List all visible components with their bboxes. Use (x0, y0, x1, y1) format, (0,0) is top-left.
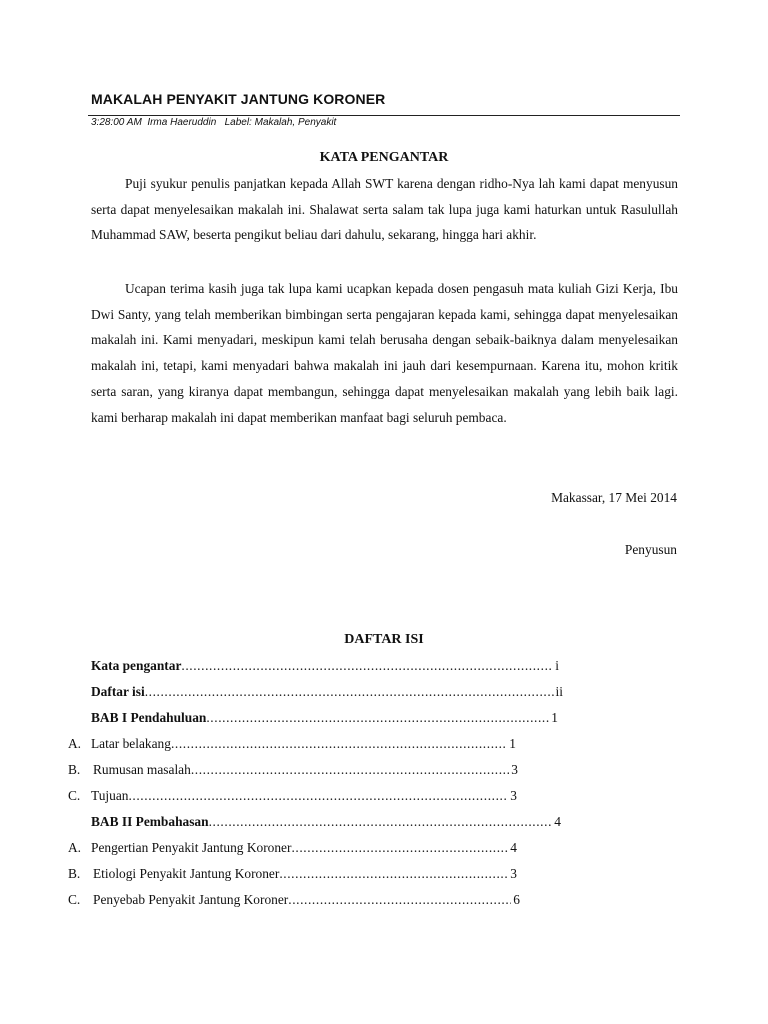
toc-entry[interactable] (91, 736, 516, 752)
toc-entry-letter: C. (68, 788, 81, 803)
toc-entry-page: 1 (551, 710, 558, 725)
toc-entry-label: Penyebab Penyakit Jantung Koroner (93, 892, 289, 907)
toc-leader-dots (145, 684, 554, 700)
toc-entry[interactable] (91, 710, 558, 726)
post-title: MAKALAH PENYAKIT JANTUNG KORONER (91, 91, 386, 107)
toc-leader-dots (171, 736, 507, 752)
preface-heading: KATA PENGANTAR (319, 150, 449, 165)
toc-leader-dots (288, 892, 511, 908)
preface-paragraph-2: Ucapan terima kasih juga tak lupa kami ucapkan kepada dosen pengasuh mata kuliah Gizi Kerja, Ibu Dwi Santy, yang telah memberikan bimbingan serta pengajaran kepada kami, sehingga dapat menyelesaikan makalah ini. Kami menyadari, meskipun kami telah berusaha dengan sebaik-baiknya dalam menyelesaikan makalah ini, tetapi, kami menyadari bahwa makalah ini jauh dari kesempurnaan. Karena itu, mohon kritik serta saran, yang kiranya dapat membangun, sehingga dapat menyelesaikan makalah yang lebih baik lagi. kami berharap makalah ini dapat memberikan manfaat bagi seluruh pembaca. (91, 281, 678, 425)
toc-entry-label: Pengertian Penyakit Jantung Koroner (91, 840, 292, 855)
toc-entry[interactable] (91, 840, 517, 856)
toc-entry[interactable] (93, 866, 517, 882)
toc-leader-dots (291, 840, 508, 856)
toc-entry[interactable] (91, 814, 561, 830)
toc-leader-dots (181, 658, 553, 674)
toc-entry-label: Latar belakang (91, 736, 171, 751)
toc-entry-page: 3 (510, 866, 517, 881)
preface-paragraph-1: Puji syukur penulis panjatkan kepada Allah SWT karena dengan ridho-Nya lah kami dapat menyusun serta dapat menyelesaikan makalah ini. Shalawat serta salam tak lupa juga kami haturkan untuk Rasulullah Muhammad SAW, beserta pengikut beliau dari dahulu, sekarang, hingga hari akhir. (91, 176, 678, 243)
toc-entry-page: 1 (509, 736, 516, 751)
toc-entry[interactable] (91, 788, 517, 804)
toc-entry-page: 4 (510, 840, 517, 855)
signature: Penyusun (624, 542, 677, 557)
toc-leader-dots (206, 710, 549, 726)
toc-entry-page: 3 (511, 762, 518, 777)
toc-entry-label: Tujuan (91, 788, 129, 803)
toc-entry-letter: B. (68, 762, 81, 777)
toc-entry-page: 4 (554, 814, 561, 829)
toc-entry-label: Rumusan masalah (93, 762, 191, 777)
toc-entry-page: 6 (513, 892, 520, 907)
toc-entry-label: BAB II Pembahasan (91, 814, 209, 829)
toc-entry-page: 3 (510, 788, 517, 803)
toc-heading: DAFTAR ISI (344, 632, 424, 647)
toc-leader-dots (128, 788, 508, 804)
toc-entry-letter: C. (68, 892, 81, 907)
toc-entry-letter: A. (68, 736, 82, 751)
toc-entry-letter: A. (68, 840, 82, 855)
toc-leader-dots (209, 814, 553, 830)
title-divider (88, 115, 680, 116)
toc-entry-letter: B. (68, 866, 81, 881)
place-date: Makassar, 17 Mei 2014 (551, 490, 677, 505)
toc-entry[interactable] (93, 892, 520, 908)
toc-entry-label: BAB I Pendahuluan (91, 710, 207, 725)
toc-entry-label: Etiologi Penyakit Jantung Koroner (93, 866, 280, 881)
post-meta: 3:28:00 AM Irma Haeruddin Label: Makalah, Penyakit (91, 117, 337, 128)
toc-entry[interactable] (91, 658, 559, 674)
toc-entry-page: i (555, 658, 559, 673)
toc-entry[interactable] (93, 762, 518, 778)
toc-leader-dots (191, 762, 509, 778)
toc-leader-dots (279, 866, 508, 882)
toc-entry-page: ii (555, 684, 563, 699)
toc-entry-label: Daftar isi (91, 684, 145, 699)
toc-entry-label: Kata pengantar (91, 658, 182, 673)
toc-entry[interactable] (91, 684, 563, 700)
